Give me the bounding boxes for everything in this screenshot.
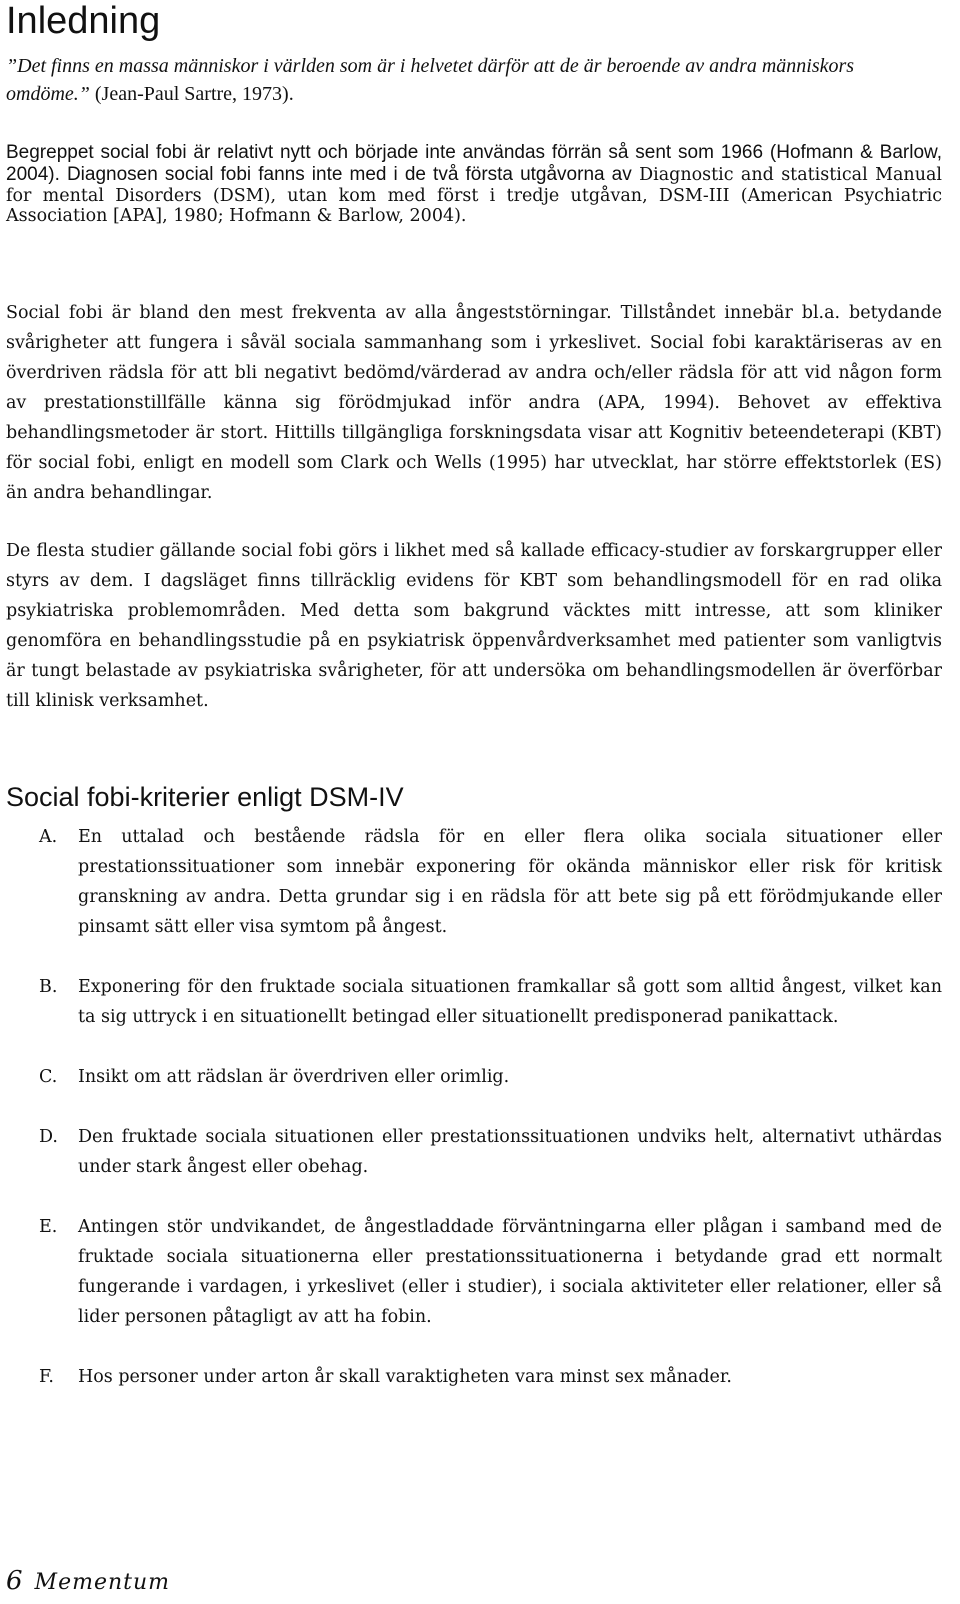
criteria-item: [6, 1122, 942, 1182]
quote-text: ”Det finns en massa människor i världen som är i helvetet därför att de är beroende av andra människors omdöme.”: [6, 55, 855, 105]
criteria-letter: B.: [39, 977, 58, 997]
criteria-letter: F.: [39, 1367, 54, 1387]
criteria-text: Insikt om att rädslan är överdriven eller orimlig.: [78, 1067, 510, 1087]
page-number: 6: [6, 1566, 23, 1596]
paragraph-history: [6, 142, 942, 226]
section-heading: Social fobi-kriterier enligt DSM-IV: [6, 782, 404, 812]
criteria-item: [6, 1062, 942, 1092]
criteria-text: Den fruktade sociala situationen eller prestationssituationen undviks helt, alternativt uthärdas under stark ångest eller obehag.: [78, 1127, 942, 1177]
paragraph-motivation: De flesta studier gällande social fobi görs i likhet med så kallade efficacy-studier av forskargrupper eller styrs av dem. I dagsläget finns tillräcklig evidens för KBT som behandlingsmodell för en rad olika psykiatriska problemområden. Med detta som bakgrund väcktes mitt intresse, att som kliniker genomföra en behandlingsstudie på en psykiatrisk öppenvårdverksamhet med patienter som vanligtvis är tungt belastade av psykiatriska svårigheter, för att undersöka om behandlingsmodellen är överförbar till klinisk verksamhet.: [6, 541, 942, 711]
criteria-item: [6, 1212, 942, 1332]
criteria-text: En uttalad och bestående rädsla för en eller flera olika sociala situationer eller prestationssituationer som innebär exponering för okända människor eller risk för kritisk granskning av andra. Detta grundar sig i en rädsla för att bete sig på ett förödmjukande eller pinsamt sätt eller visa symtom på ångest.: [78, 827, 942, 937]
criteria-item: [6, 1362, 942, 1392]
paragraph-history-part1: Begreppet social fobi är relativt nytt och började inte användas förrän så sent som 1966 (Hofmann & Barlow, 2004). Diagnosen social fobi fanns inte med i de två första utgåvorna av: [6, 142, 942, 185]
criteria-letter: A.: [39, 827, 58, 847]
criteria-list: [6, 822, 942, 1422]
criteria-item: [6, 972, 942, 1032]
paragraph-history-part2: Diagnostic and statistical Manual for mental Disorders (DSM), utan kom med först i tredje utgåvan, DSM-III (American Psychiatric Association [APA], 1980; Hofmann & Barlow, 2004).: [6, 165, 942, 226]
criteria-letter: C.: [39, 1067, 58, 1087]
criteria-text: Exponering för den fruktade sociala situationen framkallar så gott som alltid ångest, vilket kan ta sig uttryck i en situationellt betingad eller situationellt predisponerad panikattack.: [78, 977, 942, 1027]
criteria-text: Hos personer under arton år skall varaktigheten vara minst sex månader.: [78, 1367, 732, 1387]
magazine-name: Mementum: [34, 1570, 171, 1595]
page-footer: [6, 1566, 170, 1598]
criteria-letter: D.: [39, 1127, 58, 1147]
page-heading: Inledning: [6, 0, 161, 42]
criteria-item: [6, 822, 942, 942]
intro-quote: [6, 52, 936, 108]
criteria-letter: E.: [39, 1217, 58, 1237]
paragraph-prevalence: Social fobi är bland den mest frekventa av alla ångeststörningar. Tillståndet innebär bl.a. betydande svårigheter att fungera i såväl sociala sammanhang som i yrkeslivet. Social fobi karaktäriseras av en överdriven rädsla för att bli negativt bedömd/värderad av andra och/eller rädsla för att vid någon form av prestationstillfälle känna sig förödmjukad inför andra (APA, 1994). Behovet av effektiva behandlingsmetoder är stort. Hittills tillgängliga forskningsdata visar att Kognitiv beteendeterapi (KBT) för social fobi, enligt en modell som Clark och Wells (1995) har utvecklat, har större effektstorlek (ES) än andra behandlingar.: [6, 303, 942, 503]
criteria-text: Antingen stör undvikandet, de ångestladdade förväntningarna eller plågan i samband med de fruktade sociala situationerna eller prestationssituationerna i betydande grad ett normalt fungerande i vardagen, i yrkeslivet (eller i studier), i sociala aktiviteter eller relationer, eller så lider personen påtagligt av att ha fobin.: [78, 1217, 942, 1327]
quote-source: (Jean-Paul Sartre, 1973).: [89, 83, 294, 105]
